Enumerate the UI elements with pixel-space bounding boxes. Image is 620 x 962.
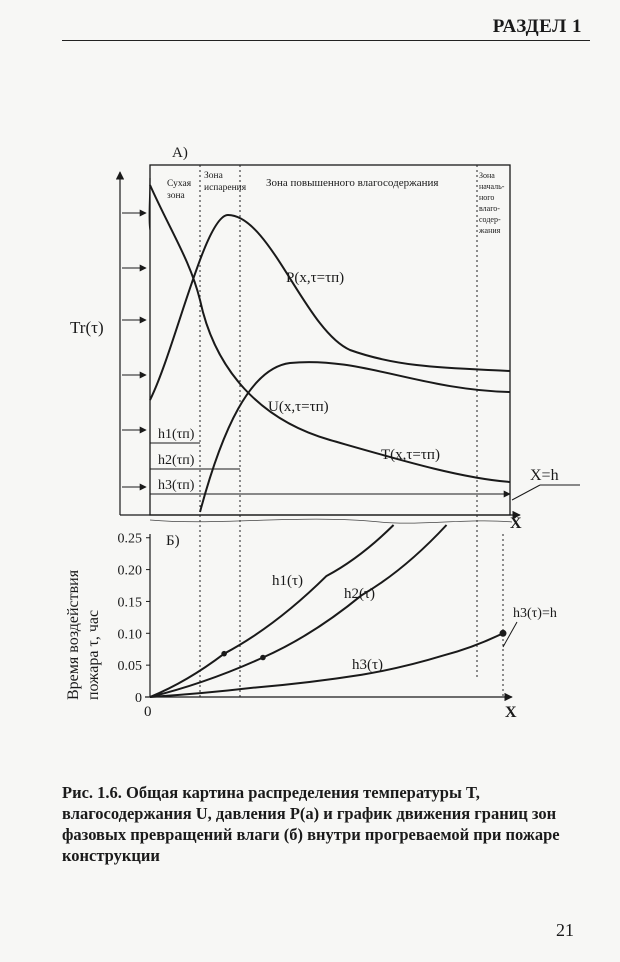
depth-marker-h2: h2(τп) (158, 453, 195, 468)
depth-marker-h3: h3(τп) (158, 478, 195, 493)
panel-separator (150, 519, 512, 523)
moisture-curve-label: U(x,τ=τп) (268, 399, 329, 415)
section-title: РАЗДЕЛ 1 (492, 16, 582, 37)
series-point-h1 (221, 651, 227, 657)
y-tick-label-4: 0.20 (117, 563, 142, 579)
series-label-h1: h1(τ) (272, 573, 304, 589)
panel-a-x-label: X (510, 515, 522, 532)
x-origin-label: 0 (144, 704, 152, 720)
panel-a (70, 145, 580, 700)
panel-b-annotation: h3(τ)=h (513, 606, 557, 621)
moisture-curve (200, 362, 510, 512)
page-number: 21 (556, 920, 574, 940)
y-tick-label-0: 0 (135, 691, 142, 706)
series-point-h2 (260, 655, 266, 661)
panel-b (65, 525, 557, 721)
series-label-h3: h3(τ) (352, 657, 384, 673)
y-tick-label-5: 0.25 (117, 531, 142, 547)
depth-markers (150, 427, 510, 494)
series-line-h3 (150, 633, 503, 697)
heat-flux-arrows (122, 213, 146, 487)
panel-b-y-ticks (118, 532, 151, 706)
pressure-curve (150, 215, 510, 400)
y-tick-label-1: 0.05 (117, 659, 142, 675)
panel-b-series (150, 525, 507, 697)
temperature-curve-label: T(x,τ=τп) (381, 447, 440, 463)
series-line-h2 (150, 525, 447, 697)
y-tick-label-2: 0.10 (117, 627, 142, 643)
panel-a-label: А) (172, 145, 188, 161)
zone-label-high-moisture: Зона повышенного влагосодержания (266, 177, 439, 189)
figure-caption: Рис. 1.6. Общая картина распределения температуры T, влагосодержания U, давления P(a) и график движения границ зон фазовых превращений влаги (б) внутри прогреваемой при пожаре конструкции (62, 783, 560, 865)
temperature-curve-start (149, 178, 150, 230)
depth-marker-h1: h1(τп) (158, 427, 195, 442)
zone-labels (167, 171, 505, 235)
zone-label-dry: Сухая зона (167, 179, 192, 201)
panel-a-frame (150, 165, 510, 515)
zone-label-evaporation: Зона испарения (204, 171, 247, 193)
panel-b-y-label: Время воздействия пожара τ, час (65, 569, 102, 700)
series-point-h3 (500, 630, 507, 637)
series-label-h2: h2(τ) (344, 586, 376, 602)
tr-axis-label: Tr(τ) (70, 318, 104, 337)
panel-b-label: Б) (166, 533, 180, 549)
panel-b-x-label: X (505, 704, 517, 721)
zone-label-initial-moisture: Зона началь-ного влаго-содер-жания (479, 171, 505, 235)
y-tick-label-3: 0.15 (117, 595, 142, 611)
boundary-label: X=h (530, 467, 559, 484)
pressure-curve-label: P(x,τ=τп) (286, 270, 345, 286)
boundary-leader (512, 485, 540, 500)
